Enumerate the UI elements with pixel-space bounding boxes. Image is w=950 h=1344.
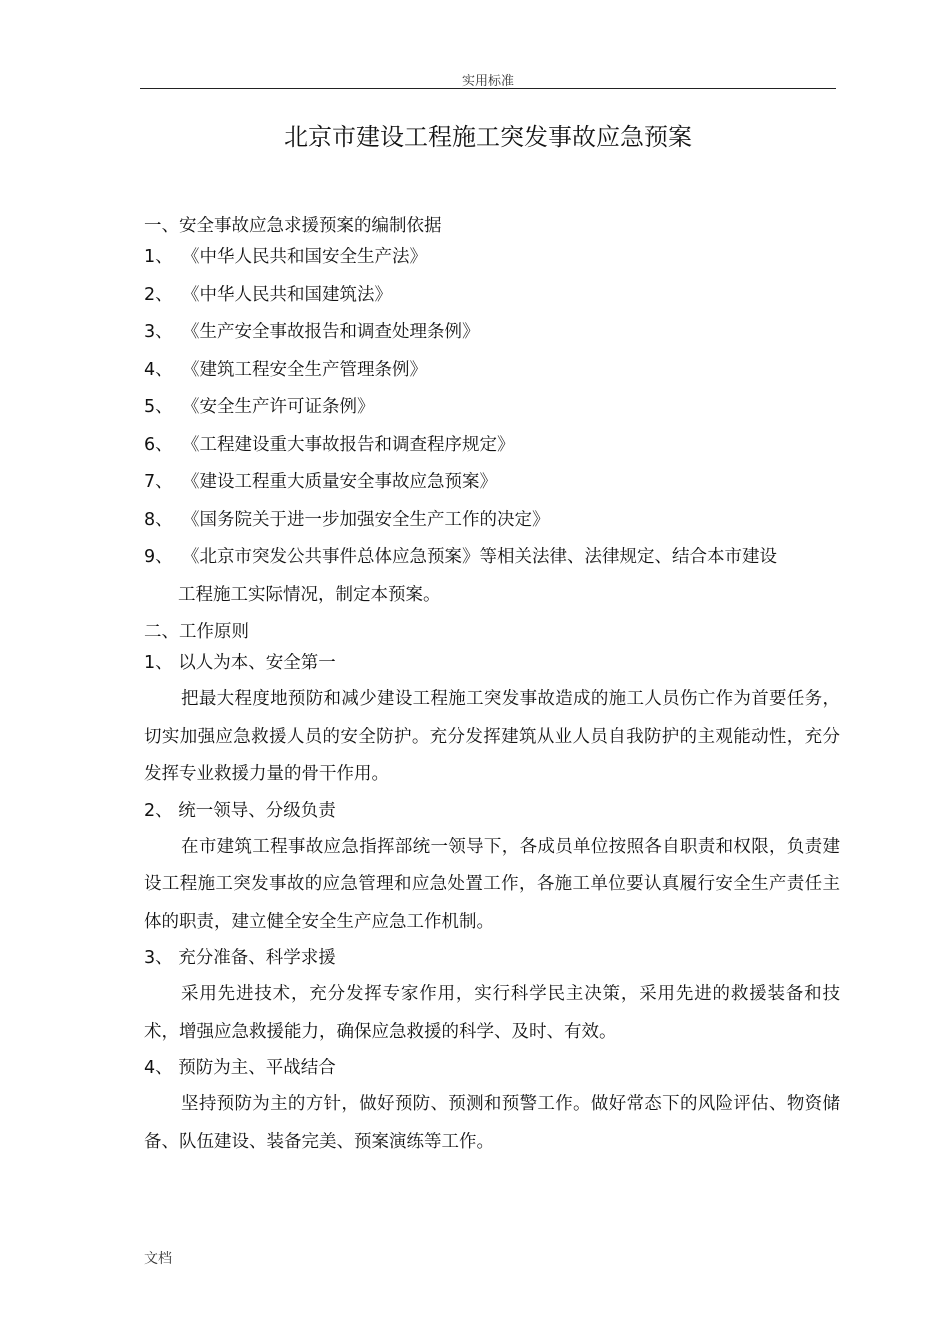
principle-paragraph: 采用先进技术，充分发挥专家作用，实行科学民主决策，采用先进的救援装备和技术，增强应急救援能力，确保应急救援的科学、及时、有效。 [144, 984, 840, 1042]
list-item-continuation: 工程施工实际情况，制定本预案。 [178, 584, 441, 605]
principle-heading: 3、 充分准备、科学求援 [144, 948, 336, 968]
principle-paragraph: 把最大程度地预防和减少建设工程施工突发事故造成的施工人员伤亡作为首要任务，切实加强应急救援人员的安全防护。充分发挥建筑从业人员自我防护的主观能动性，充分发挥专业救援力量的骨干作用。 [144, 689, 840, 784]
section-heading-principles: 二、工作原则 [144, 622, 249, 642]
list-text: 《工程建设重大事故报告和调查程序规定》 [182, 434, 515, 455]
list-text: 《北京市突发公共事件总体应急预案》等相关法律、法律规定、结合本市建设 [182, 547, 777, 567]
list-item [144, 430, 840, 468]
list-number: 5、 [144, 397, 173, 417]
list-number: 4、 [144, 359, 173, 380]
principle-heading: 2、 统一领导、分级负责 [144, 800, 336, 821]
list-number: 2、 [144, 284, 173, 305]
list-item [144, 542, 840, 580]
list-item [144, 392, 840, 430]
list-number: 7、 [144, 472, 173, 492]
list-number: 3、 [144, 322, 173, 342]
principle-paragraph: 在市建筑工程事故应急指挥部统一领导下，各成员单位按照各自职责和权限，负责建设工程施工突发事故的应急管理和应急处置工作，各施工单位要认真履行安全生产责任主体的职责，建立健全安全生产应急工作机制。 [144, 836, 840, 932]
section-heading-basis: 一、安全事故应急求援预案的编制依据 [144, 216, 442, 236]
list-text: 《中华人民共和国建筑法》 [182, 284, 392, 305]
list-item [144, 467, 840, 505]
list-number: 1、 [144, 247, 173, 267]
list-text: 《国务院关于进一步加强安全生产工作的决定》 [182, 509, 550, 530]
header-divider [140, 88, 836, 89]
list-text: 《安全生产许可证条例》 [182, 397, 375, 417]
list-item [144, 317, 840, 355]
principle-heading: 4、 预防为主、平战结合 [144, 1058, 336, 1078]
list-number: 9、 [144, 547, 173, 567]
document-body [144, 211, 840, 1161]
page-footer: 文档 [144, 1251, 172, 1267]
document-title: 北京市建设工程施工突发事故应急预案 [284, 123, 692, 151]
list-text: 《生产安全事故报告和调查处理条例》 [182, 322, 480, 342]
list-text: 《建设工程重大质量安全事故应急预案》 [182, 472, 497, 492]
list-item [144, 242, 840, 280]
principle-paragraph: 坚持预防为主的方针，做好预防、预测和预警工作。做好常态下的风险评估、物资储备、队伍建设、装备完美、预案演练等工作。 [144, 1094, 840, 1152]
page-header: 实用标准 [461, 74, 514, 89]
list-item [144, 355, 840, 393]
list-text: 《中华人民共和国安全生产法》 [182, 247, 427, 267]
principle-heading: 1、 以人为本、安全第一 [144, 653, 336, 673]
list-item [144, 505, 840, 543]
list-number: 6、 [144, 434, 173, 455]
list-number: 8、 [144, 509, 173, 530]
list-text: 《建筑工程安全生产管理条例》 [182, 359, 427, 380]
list-item [144, 280, 840, 318]
